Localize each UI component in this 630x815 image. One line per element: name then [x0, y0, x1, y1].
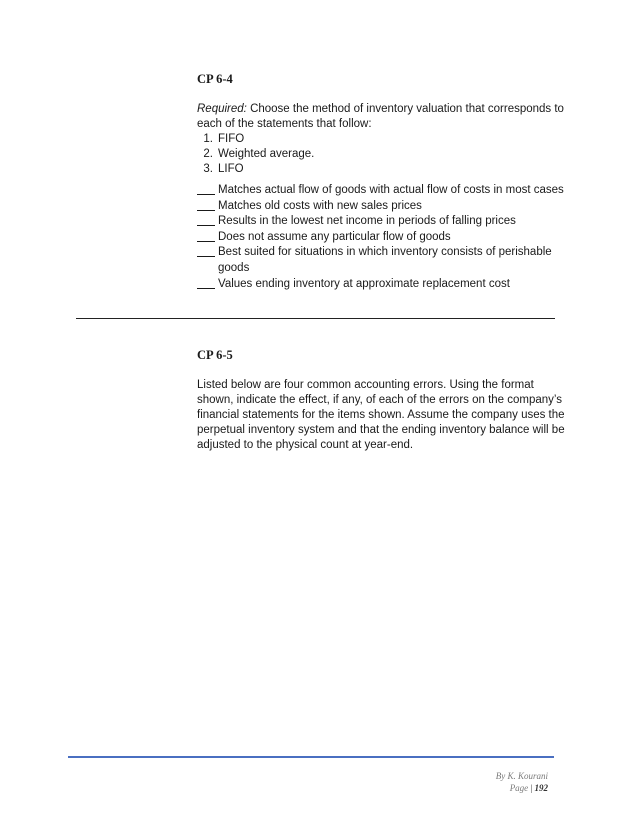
- footer-rule: [68, 756, 554, 758]
- answer-blank: [197, 230, 215, 242]
- footer-page: [496, 782, 548, 794]
- statement-item: [197, 245, 567, 276]
- cp-6-4-heading-block: [197, 72, 567, 87]
- method-options-list: [197, 132, 567, 177]
- footer-separator: |: [530, 783, 533, 793]
- cp-6-5-heading-block: [197, 348, 567, 363]
- option-number: 1.: [203, 133, 213, 145]
- statement-text: Does not assume any particular flow of goods: [218, 230, 451, 243]
- option-text: Weighted average.: [218, 148, 315, 160]
- cp-6-4-heading: CP 6-4: [197, 72, 233, 86]
- option-number: 2.: [203, 148, 213, 160]
- cp-6-5-heading: CP 6-5: [197, 348, 233, 362]
- statement-text: Matches actual flow of goods with actual flow of costs in most cases: [218, 184, 564, 196]
- required-text: Choose the method of inventory valuation that corresponds to each of the statements that follow:: [197, 103, 564, 130]
- cp-6-4-required: [197, 102, 567, 132]
- statement-item: [197, 183, 567, 199]
- list-item: [197, 132, 567, 147]
- statement-text: Results in the lowest net income in periods of falling prices: [218, 215, 516, 228]
- cp-6-5-body: [197, 378, 567, 453]
- statement-item: [197, 277, 567, 293]
- answer-blank: [197, 183, 215, 195]
- option-text: LIFO: [218, 163, 244, 175]
- footer-author: By K. Kourani: [495, 771, 548, 781]
- answer-blank: [197, 245, 215, 257]
- statement-item: [197, 214, 567, 230]
- footer-page-number: 192: [534, 783, 548, 793]
- statement-text: Matches old costs with new sales prices: [218, 199, 422, 212]
- statement-text: Values ending inventory at approximate replacement cost: [218, 277, 510, 290]
- statement-item: [197, 230, 567, 246]
- answer-blank: [197, 199, 215, 211]
- footer-page-label: Page: [509, 783, 529, 793]
- answer-blank: [197, 214, 215, 226]
- statements-list: [197, 183, 567, 292]
- required-label: Required:: [197, 103, 247, 115]
- section-divider: [76, 318, 555, 319]
- cp-6-4-statements: [197, 183, 567, 292]
- option-number: 3.: [203, 163, 213, 175]
- statement-text: Best suited for situations in which inventory consists of perishable goods: [218, 246, 552, 274]
- list-item: [197, 147, 567, 162]
- cp-6-5-paragraph: Listed below are four common accounting errors. Using the format shown, indicate the effect, if any, of each of the errors on the company’s financial statements for the items shown. Assume the company uses the perpetual inventory system and that the ending inventory balance will be adjusted to the physical count at year-end.: [197, 379, 565, 451]
- list-item: [197, 162, 567, 177]
- answer-blank: [197, 277, 215, 289]
- page-footer: [496, 770, 548, 794]
- option-text: FIFO: [218, 133, 245, 145]
- cp-6-4-body: [197, 102, 567, 177]
- statement-item: [197, 199, 567, 215]
